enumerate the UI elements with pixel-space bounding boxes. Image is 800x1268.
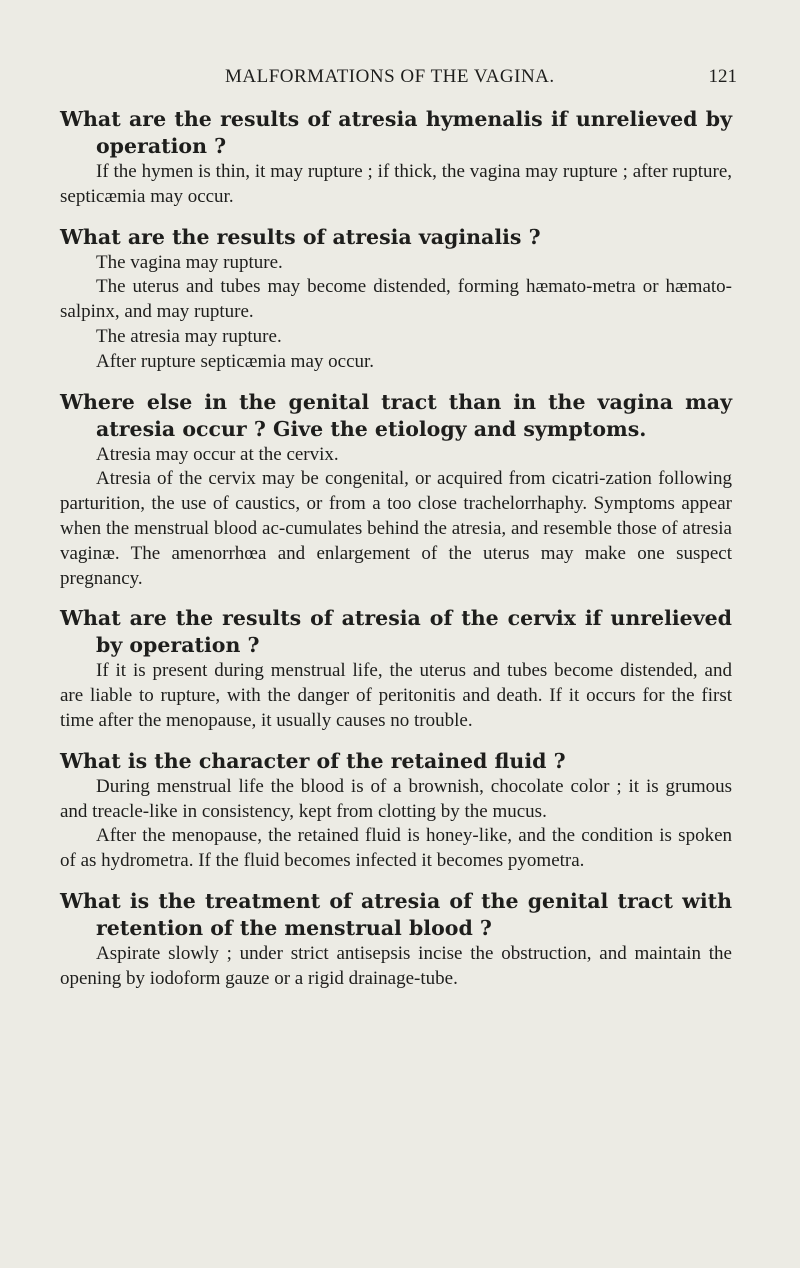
- question-heading: What are the results of atresia of the cervix if unrelieved by operation ?: [60, 606, 732, 658]
- question-heading: What are the results of atresia vaginalis ?: [60, 224, 541, 249]
- answer-paragraph: After rupture septicæmia may occur.: [96, 350, 375, 372]
- page-number: 121: [708, 66, 737, 87]
- answer-paragraph: During menstrual life the blood is of a brownish, chocolate color ; it is grumous and treacle-like in consistency, kept from clotting by the mucus.: [60, 775, 732, 822]
- page-header: [60, 66, 740, 92]
- qa-section: [60, 888, 732, 992]
- running-head: MALFORMATIONS OF THE VAGINA.: [225, 66, 555, 87]
- qa-section: [60, 224, 732, 375]
- answer-paragraph: Atresia of the cervix may be congenital, or acquired from cicatri-zation following parturition, the use of caustics, or from a too close trachelorrhaphy. Symptoms appear when the menstrual blood ac-cumulates behind the atresia, and resemble those of atresia vaginæ. The amenorrhœa and enlargement of the uterus may make one suspect pregnancy.: [60, 468, 732, 589]
- question-heading: What is the character of the retained fluid ?: [60, 748, 566, 773]
- qa-section: [60, 389, 732, 592]
- qa-section: [60, 748, 732, 874]
- question-heading: What is the treatment of atresia of the genital tract with retention of the menstrual blood ?: [60, 888, 732, 940]
- question-heading: What are the results of atresia hymenalis if unrelieved by operation ?: [60, 107, 732, 158]
- answer-paragraph: After the menopause, the retained fluid is honey-like, and the condition is spoken of as hydrometra. If the fluid becomes infected it becomes pyometra.: [60, 825, 732, 872]
- answer-paragraph: The vagina may rupture.: [96, 251, 283, 273]
- answer-paragraph: The atresia may rupture.: [96, 325, 282, 347]
- question-heading: Where else in the genital tract than in the vagina may atresia occur ? Give the etiology and symptoms.: [60, 389, 732, 441]
- answer-paragraph: The uterus and tubes may become distended, forming hæmato-metra or hæmato-salpinx, and may rupture.: [60, 276, 732, 323]
- answer-paragraph: If the hymen is thin, it may rupture ; if thick, the vagina may rupture ; after rupture, septicæmia may occur.: [60, 161, 732, 207]
- answer-paragraph: Atresia may occur at the cervix.: [96, 443, 339, 465]
- qa-section: [60, 605, 732, 733]
- answer-paragraph: If it is present during menstrual life, the uterus and tubes become distended, and are liable to rupture, with the danger of peritonitis and death. If it occurs for the first time after the menopause, it usually causes no trouble.: [60, 660, 732, 731]
- answer-paragraph: Aspirate slowly ; under strict antisepsis incise the obstruction, and maintain the opening by iodoform gauze or a rigid drainage-tube.: [60, 942, 732, 989]
- qa-section: [60, 106, 732, 210]
- page-body: [60, 106, 732, 1006]
